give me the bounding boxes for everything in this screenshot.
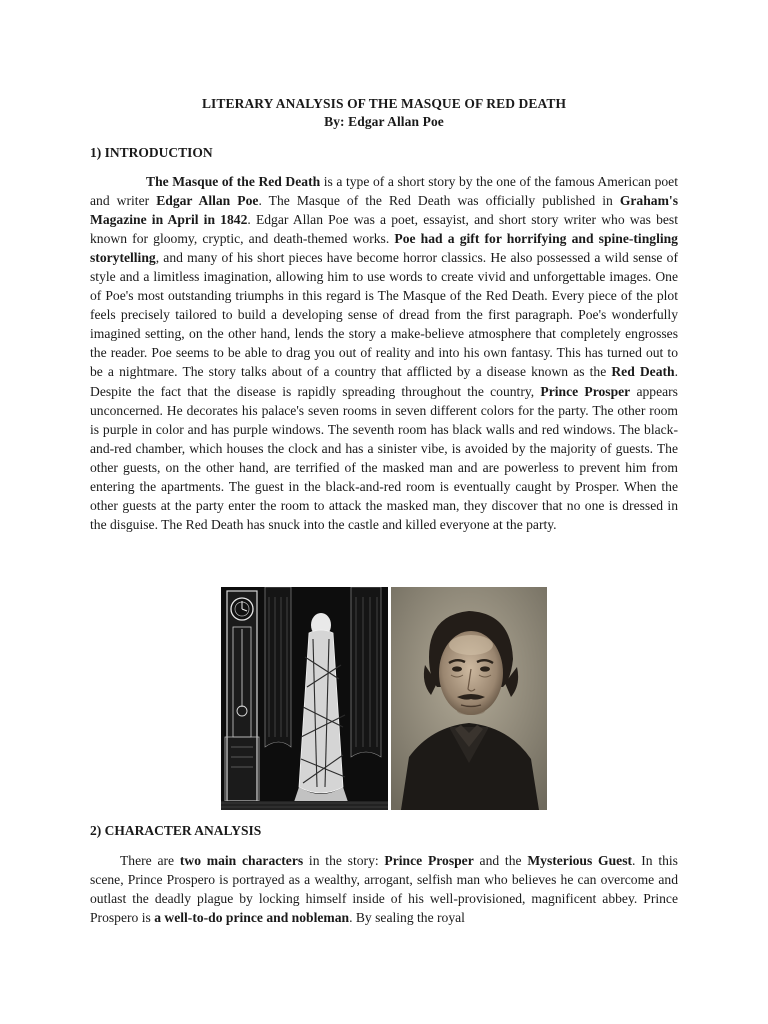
bold-text-run: Prince Prosper (384, 853, 474, 868)
bold-text-run: Red Death (611, 364, 675, 380)
document-byline: By: Edgar Allan Poe (324, 114, 444, 129)
bold-text-run: Mysterious Guest (527, 853, 633, 868)
bold-text-run: Edgar Allan Poe (156, 193, 259, 209)
text-run: is a type of a short story by the one of the famous American poet and writer (90, 174, 678, 209)
text-run: . In this scene, Prince Prospero is portrayed as a wealthy, arrogant, selfish man who believes he can overcome and outlast the deadly plague by locking himself inside of his well-provisioned, magnificent abbey. Prince Prospero is (90, 853, 678, 926)
section-heading-introduction: 1) INTRODUCTION (90, 145, 213, 160)
text-run: , and many of his short pieces have become horror classics. He also possessed a wild sense of style and a limitless imagination, allowing him to use words to create vivid and unforgettable images. One of Poe's most outstanding triumphs in this regard is The Masque of the Red Death. Every piece of the plot feels precisely tailored to build a developing sense of dread from the first paragraph. Poe's wonderfully imagined setting, on the other hand, lends the story a make-believe atmosphere that completely engrosses the reader. Poe seems to be able to drag you out of reality and into his own fantasy. This has turned out to be a nightmare. The story talks about of a country that afflicted by a disease known as the (90, 250, 678, 380)
text-run: . By sealing the royal (349, 910, 465, 926)
bold-text-run: Prince Prosper (540, 383, 631, 399)
bold-text-run: a well-to-do prince and nobleman (154, 910, 350, 926)
bold-text-run: The Masque of the Red Death (146, 174, 321, 189)
text-run: . Edgar Allan Poe was a poet, essayist, and short story writer who was best known for gloomy, cryptic, and death-themed works. (90, 212, 678, 247)
document-title: LITERARY ANALYSIS OF THE MASQUE OF RED DEATH (201, 96, 567, 111)
text-run: There are (120, 853, 180, 868)
poe-portrait-image (391, 587, 547, 810)
bold-text-run: Poe had a gift for horrifying and spine-tingling storytelling (90, 231, 678, 266)
poe-portrait-drawing (391, 587, 547, 810)
section-heading-character-analysis: 2) CHARACTER ANALYSIS (90, 823, 262, 838)
text-run: and the (473, 853, 528, 868)
character-analysis-paragraph (90, 851, 678, 927)
text-run: . Despite the fact that the disease is rapidly spreading throughout the country, (90, 364, 679, 399)
masque-illustration-drawing (221, 587, 388, 810)
masque-illustration-image (221, 587, 388, 810)
text-run: in the story: (303, 853, 385, 868)
introduction-paragraph (90, 172, 678, 534)
bold-text-run: Graham's Magazine in April in 1842 (90, 193, 678, 228)
text-run: . The Masque of the Red Death was officially published in (258, 193, 620, 209)
text-run: appears unconcerned. He decorates his palace's seven rooms in seven different colors for the party. The other room is purple in color and has purple windows. The seventh room has black walls and red windows. The black-and-red chamber, which houses the clock and has a sinister vibe, is avoided by the majority of guests. The other guests, on the other hand, are terrified of the masked man and are powerless to prevent him from entering the apartments. The guest in the black-and-red room is eventually caught by Prosper. When the other guests at the party enter the room to attack the masked man, they discover that no one is dressed in the disguise. The Red Death has snuck into the castle and killed everyone at the party. (90, 383, 678, 532)
bold-text-run: two main characters (179, 853, 304, 868)
